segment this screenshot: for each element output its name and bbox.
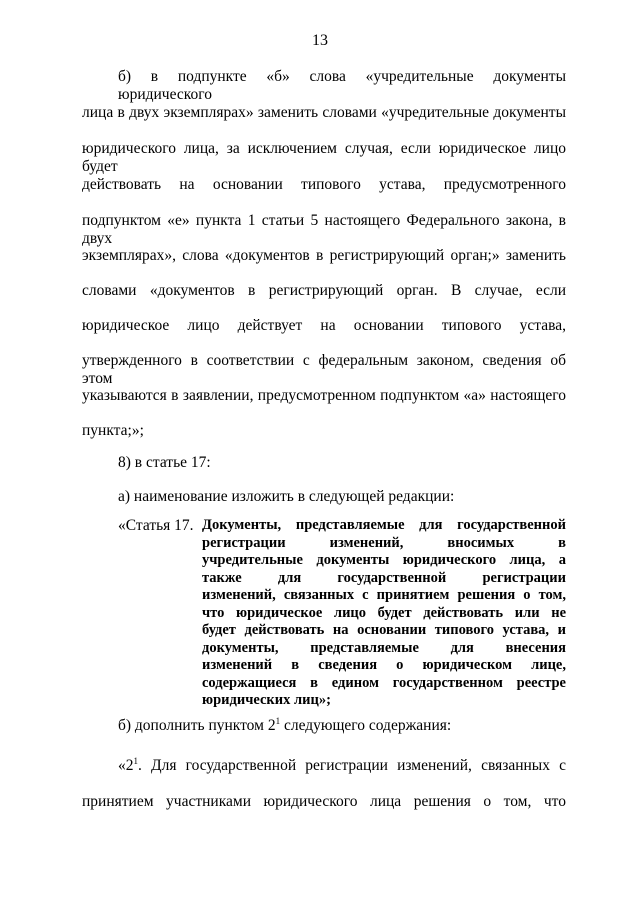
item-8b-sup: 1 (275, 715, 281, 726)
paragraph-b-line-9: утвержденного в соответствии с федеральным законом, сведения об этом (82, 352, 566, 387)
point-2-1-before: «2 (118, 757, 134, 774)
point-2-1-line-2: принятием участниками юридического лица решения о том, что (82, 793, 566, 810)
item-8b-before: б) дополнить пунктом 2 (118, 717, 276, 734)
paragraph-b-line-2: лица в двух экземплярах» заменить словами «учредительные документы (82, 104, 566, 121)
article-title-line: учредительные документы юридического лица, а (202, 552, 566, 568)
item-8a: а) наименование изложить в следующей редакции: (118, 488, 455, 505)
point-2-1-sup: 1 (133, 755, 138, 766)
page-number: 13 (312, 32, 328, 49)
point-2-1-line-1 (118, 757, 566, 775)
paragraph-b-line-7: словами «документов в регистрирующий орган. В случае, если (82, 282, 566, 299)
item-8b (118, 717, 566, 735)
article-title-line: регистрации изменений, вносимых в (202, 534, 566, 551)
paragraph-b-line-5: подпунктом «е» пункта 1 статьи 5 настоящего Федерального закона, в двух (82, 212, 566, 247)
article-title (202, 517, 566, 710)
paragraph-b-line-1: б) в подпункте «б» слова «учредительные документы юридического (118, 68, 566, 103)
article-title-line: также для государственной регистрации (202, 569, 566, 586)
article-title-line: что юридическое лицо будет действовать или не (202, 604, 566, 621)
article-title-line: будет действовать на основании типового устава, и (202, 622, 566, 638)
article-title-line: содержащиеся в едином государственном реестре (202, 674, 566, 691)
paragraph-b-line-4: действовать на основании типового устава, предусмотренного (82, 176, 566, 193)
article-title-line: документы, представляемые для внесения (202, 639, 566, 656)
point-2-1-after: . Для государственной регистрации изменений, связанных с (138, 757, 566, 774)
item-8: 8) в статье 17: (118, 454, 211, 471)
paragraph-b-line-10: указываются в заявлении, предусмотренном подпунктом «а» настоящего (82, 387, 566, 404)
item-8b-after: следующего содержания: (280, 717, 452, 734)
paragraph-b-line-11: пункта;»; (82, 422, 144, 439)
article-title-line: юридических лиц»; (202, 692, 331, 708)
paragraph-b-line-8: юридическое лицо действует на основании типового устава, (82, 317, 566, 334)
article-title-line: изменений, связанных с принятием решения о том, (202, 587, 566, 603)
article-title-line: Документы, представляемые для государственной (202, 517, 566, 533)
paragraph-b-line-6: экземплярах», слова «документов в регистрирующий орган;» заменить (82, 247, 566, 264)
article-title-line: изменений в сведения о юридическом лице, (202, 657, 566, 673)
article-lead: «Статья 17. (118, 517, 194, 534)
paragraph-b-line-3: юридического лица, за исключением случая, если юридическое лицо будет (82, 140, 566, 175)
